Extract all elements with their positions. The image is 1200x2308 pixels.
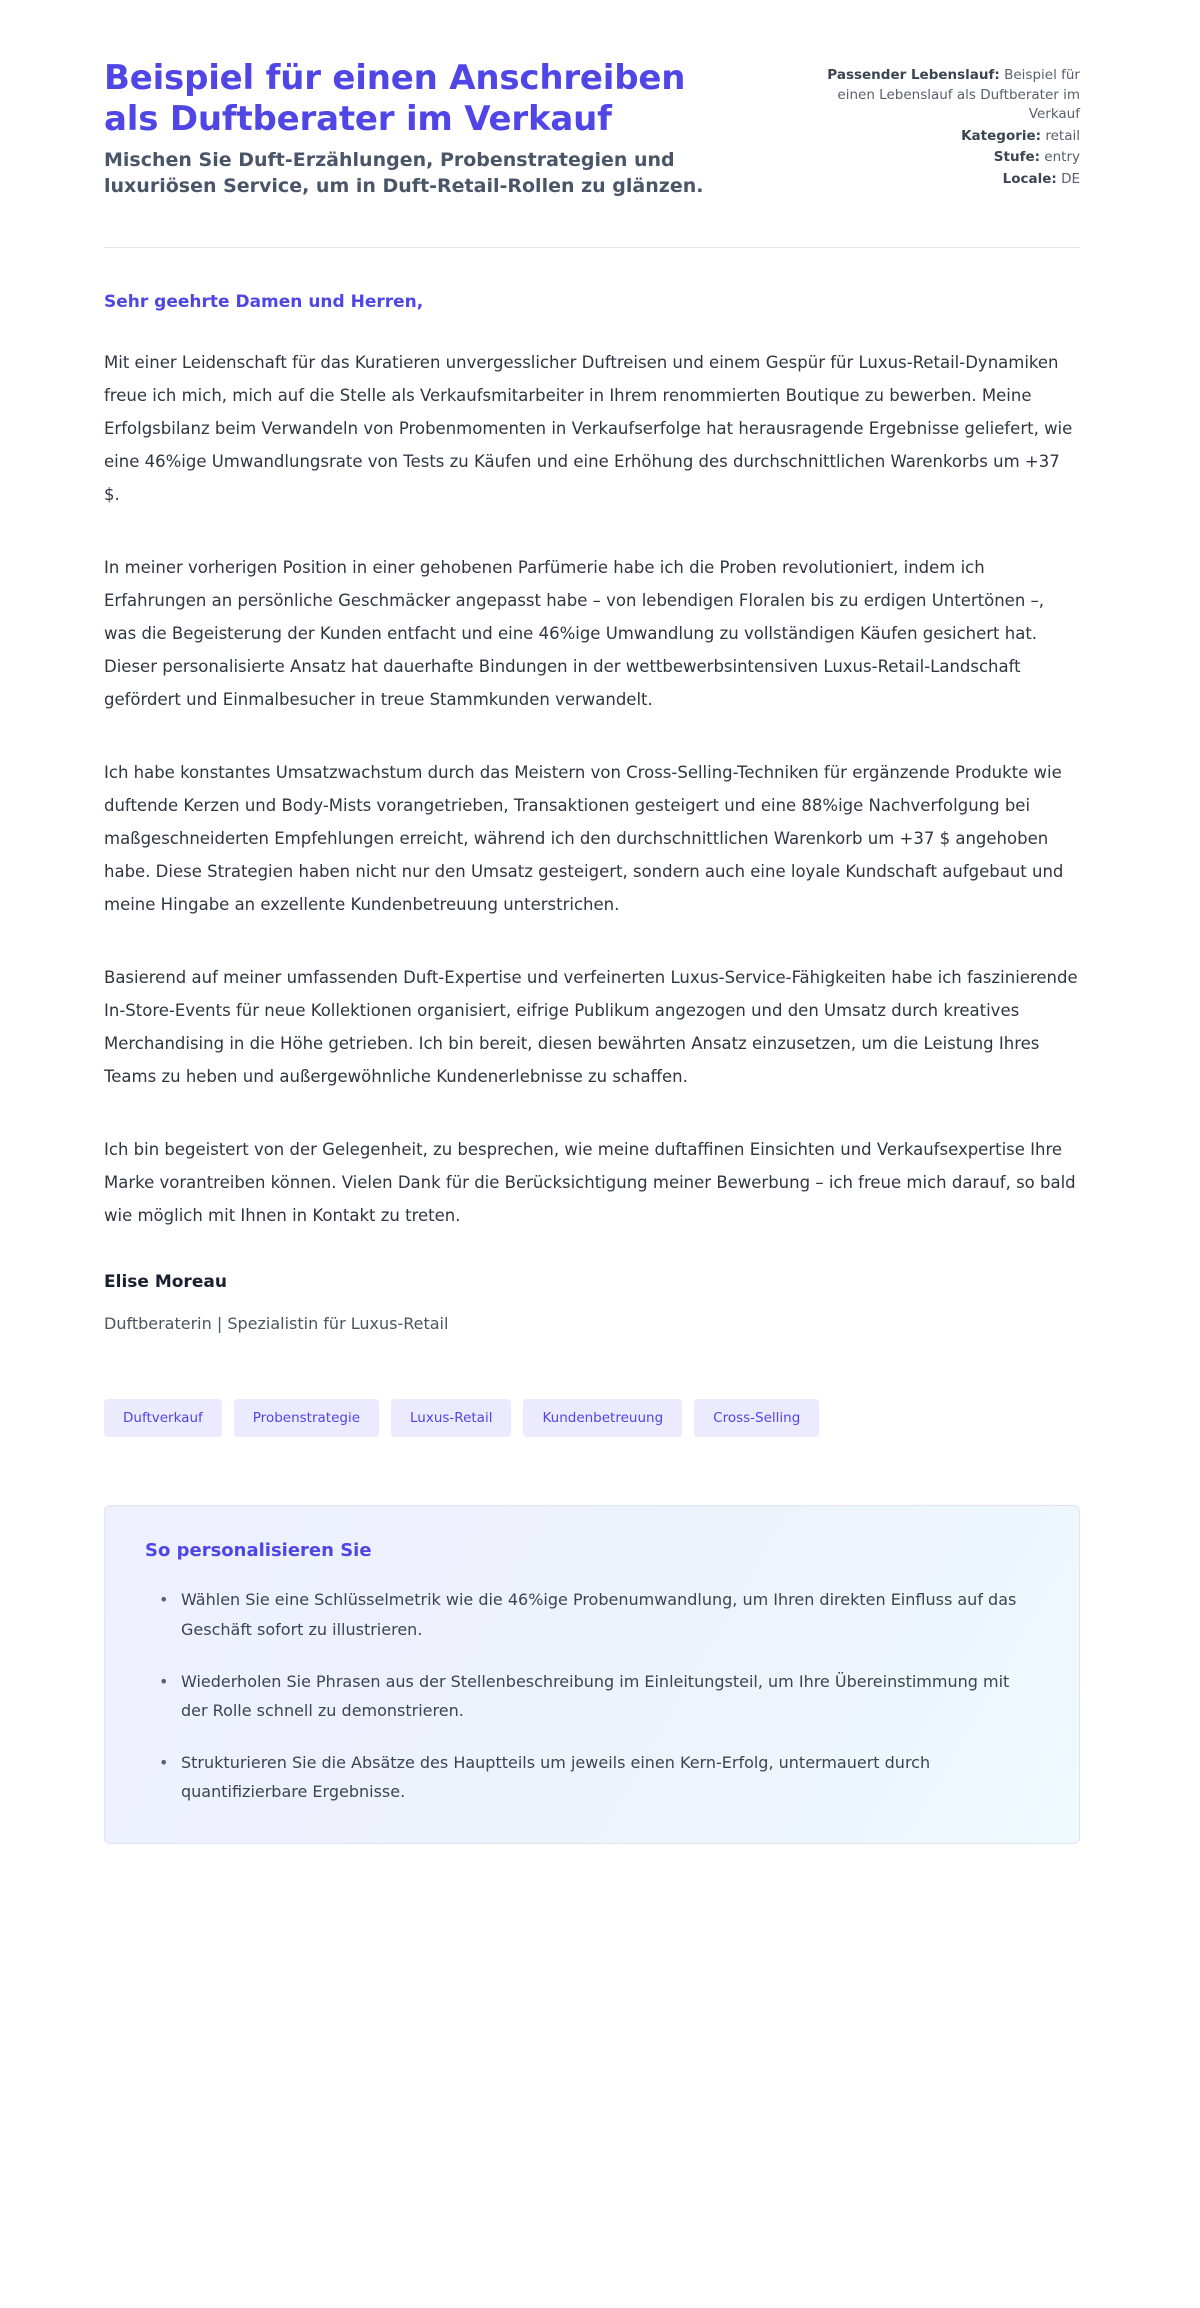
meta-level-label: Stufe: (993, 149, 1040, 166)
tag-item[interactable]: Luxus-Retail (391, 1399, 511, 1437)
signature-role: Duftberaterin | Spezialistin für Luxus-Retail (104, 1314, 449, 1334)
document-header (104, 58, 1080, 199)
meta-locale-label: Locale: (1002, 170, 1057, 187)
tag-item[interactable]: Kundenbetreuung (523, 1399, 682, 1437)
header-title-block (104, 58, 724, 199)
meta-level-value: entry (1044, 149, 1080, 166)
meta-matching-resume-value: Beispiel für einen Lebenslauf als Duftberater im Verkauf (837, 67, 1080, 123)
tip-box-list (145, 1585, 1039, 1807)
tag-item[interactable]: Cross-Selling (694, 1399, 819, 1437)
meta-level (790, 148, 1080, 168)
meta-category-label: Kategorie: (961, 127, 1042, 144)
tag-list (104, 1399, 1080, 1437)
letter-paragraph: In meiner vorherigen Position in einer gehobenen Parfümerie habe ich die Proben revolutioniert, indem ich Erfahrungen an persönliche Geschmäcker angepasst habe – von lebendigen Floralen bis zu erdigen Untertönen –, was die Begeisterung der Kunden entfacht und eine 46%ige Umwandlung zu vollständigen Käufen gesichert hat. Dieser personalisierte Ansatz hat dauerhafte Bindungen in der wettbewerbsintensiven Luxus-Retail-Landschaft gefördert und Einmalbesucher in treue Stammkunden verwandelt. (104, 558, 1045, 710)
letter-paragraph: Ich habe konstantes Umsatzwachstum durch das Meistern von Cross-Selling-Techniken für ergänzende Produkte wie duftende Kerzen und Body-Mists vorangetrieben, Transaktionen gesteigert und eine 88%ige Nachverfolgung bei maßgeschneiderten Empfehlungen erreicht, während ich den durchschnittlichen Warenkorb um +37 $ angehoben habe. Diese Strategien haben nicht nur den Umsatz gesteigert, sondern auch eine loyale Kundschaft aufgebaut und meine Hingabe an exzellente Kundenbetreuung unterstrichen. (104, 763, 1064, 915)
tag-item[interactable]: Duftverkauf (104, 1399, 222, 1437)
meta-category-value: retail (1045, 127, 1080, 144)
page-subtitle: Mischen Sie Duft-Erzählungen, Probenstrategien und luxuriösen Service, um in Duft-Retail-Rollen zu glänzen. (104, 148, 704, 198)
tag-item[interactable]: Probenstrategie (234, 1399, 379, 1437)
meta-matching-resume (790, 66, 1080, 125)
personalization-tip-box (104, 1505, 1080, 1844)
tip-list-item: • Wählen Sie eine Schlüsselmetrik wie die 46%ige Probenumwandlung, um Ihren direkten Einfluss auf das Geschäft sofort zu illustrieren. (167, 1585, 1039, 1644)
meta-category (790, 127, 1080, 147)
signature-name: Elise Moreau (104, 1272, 227, 1293)
page-title: Beispiel für einen Anschreiben als Duftberater im Verkauf (104, 58, 686, 140)
meta-matching-resume-label: Passender Lebenslauf: (827, 67, 1000, 83)
signature-block (104, 1272, 1080, 1333)
tip-list-item: • Strukturieren Sie die Absätze des Hauptteils um jeweils einen Kern-Erfolg, untermauert durch quantifizierbare Ergebnisse. (167, 1748, 1039, 1807)
letter-paragraph: Mit einer Leidenschaft für das Kuratieren unvergesslicher Duftreisen und einem Gespür für Luxus-Retail-Dynamiken freue ich mich, mich auf die Stelle als Verkaufsmitarbeiter in Ihrem renommierten Boutique zu bewerben. Meine Erfolgsbilanz beim Verwandeln von Probenmomenten in Verkaufserfolge hat herausragende Ergebnisse geliefert, wie eine 46%ige Umwandlungsrate von Tests zu Käufen und eine Erhöhung des durchschnittlichen Warenkorbs um +37 $. (104, 353, 1073, 505)
tip-box-title: So personalisieren Sie (145, 1540, 372, 1562)
letter-paragraph: Ich bin begeistert von der Gelegenheit, zu besprechen, wie meine duftaffinen Einsichten und Verkaufsexpertise Ihre Marke vorantreiben können. Vielen Dank für die Berücksichtigung meiner Bewerbung – ich freue mich darauf, so bald wie möglich mit Ihnen in Kontakt zu treten. (104, 1140, 1076, 1226)
letter-paragraph: Basierend auf meiner umfassenden Duft-Expertise und verfeinerten Luxus-Service-Fähigkeiten habe ich faszinierende In-Store-Events für neue Kollektionen organisiert, eifrige Publikum angezogen und den Umsatz durch kreatives Merchandising in die Höhe getrieben. Ich bin bereit, diesen bewährten Ansatz einzusetzen, um die Leistung Ihres Teams zu heben und außergewöhnliche Kundenerlebnisse zu schaffen. (104, 968, 1078, 1087)
meta-locale (790, 170, 1080, 190)
letter-body (104, 248, 1080, 1232)
tip-list-item: • Wiederholen Sie Phrasen aus der Stellenbeschreibung im Einleitungsteil, um Ihre Übereinstimmung mit der Rolle schnell zu demonstrieren. (167, 1667, 1039, 1726)
salutation: Sehr geehrte Damen und Herren, (104, 292, 424, 313)
document-metadata (790, 58, 1080, 191)
meta-locale-value: DE (1061, 170, 1080, 187)
